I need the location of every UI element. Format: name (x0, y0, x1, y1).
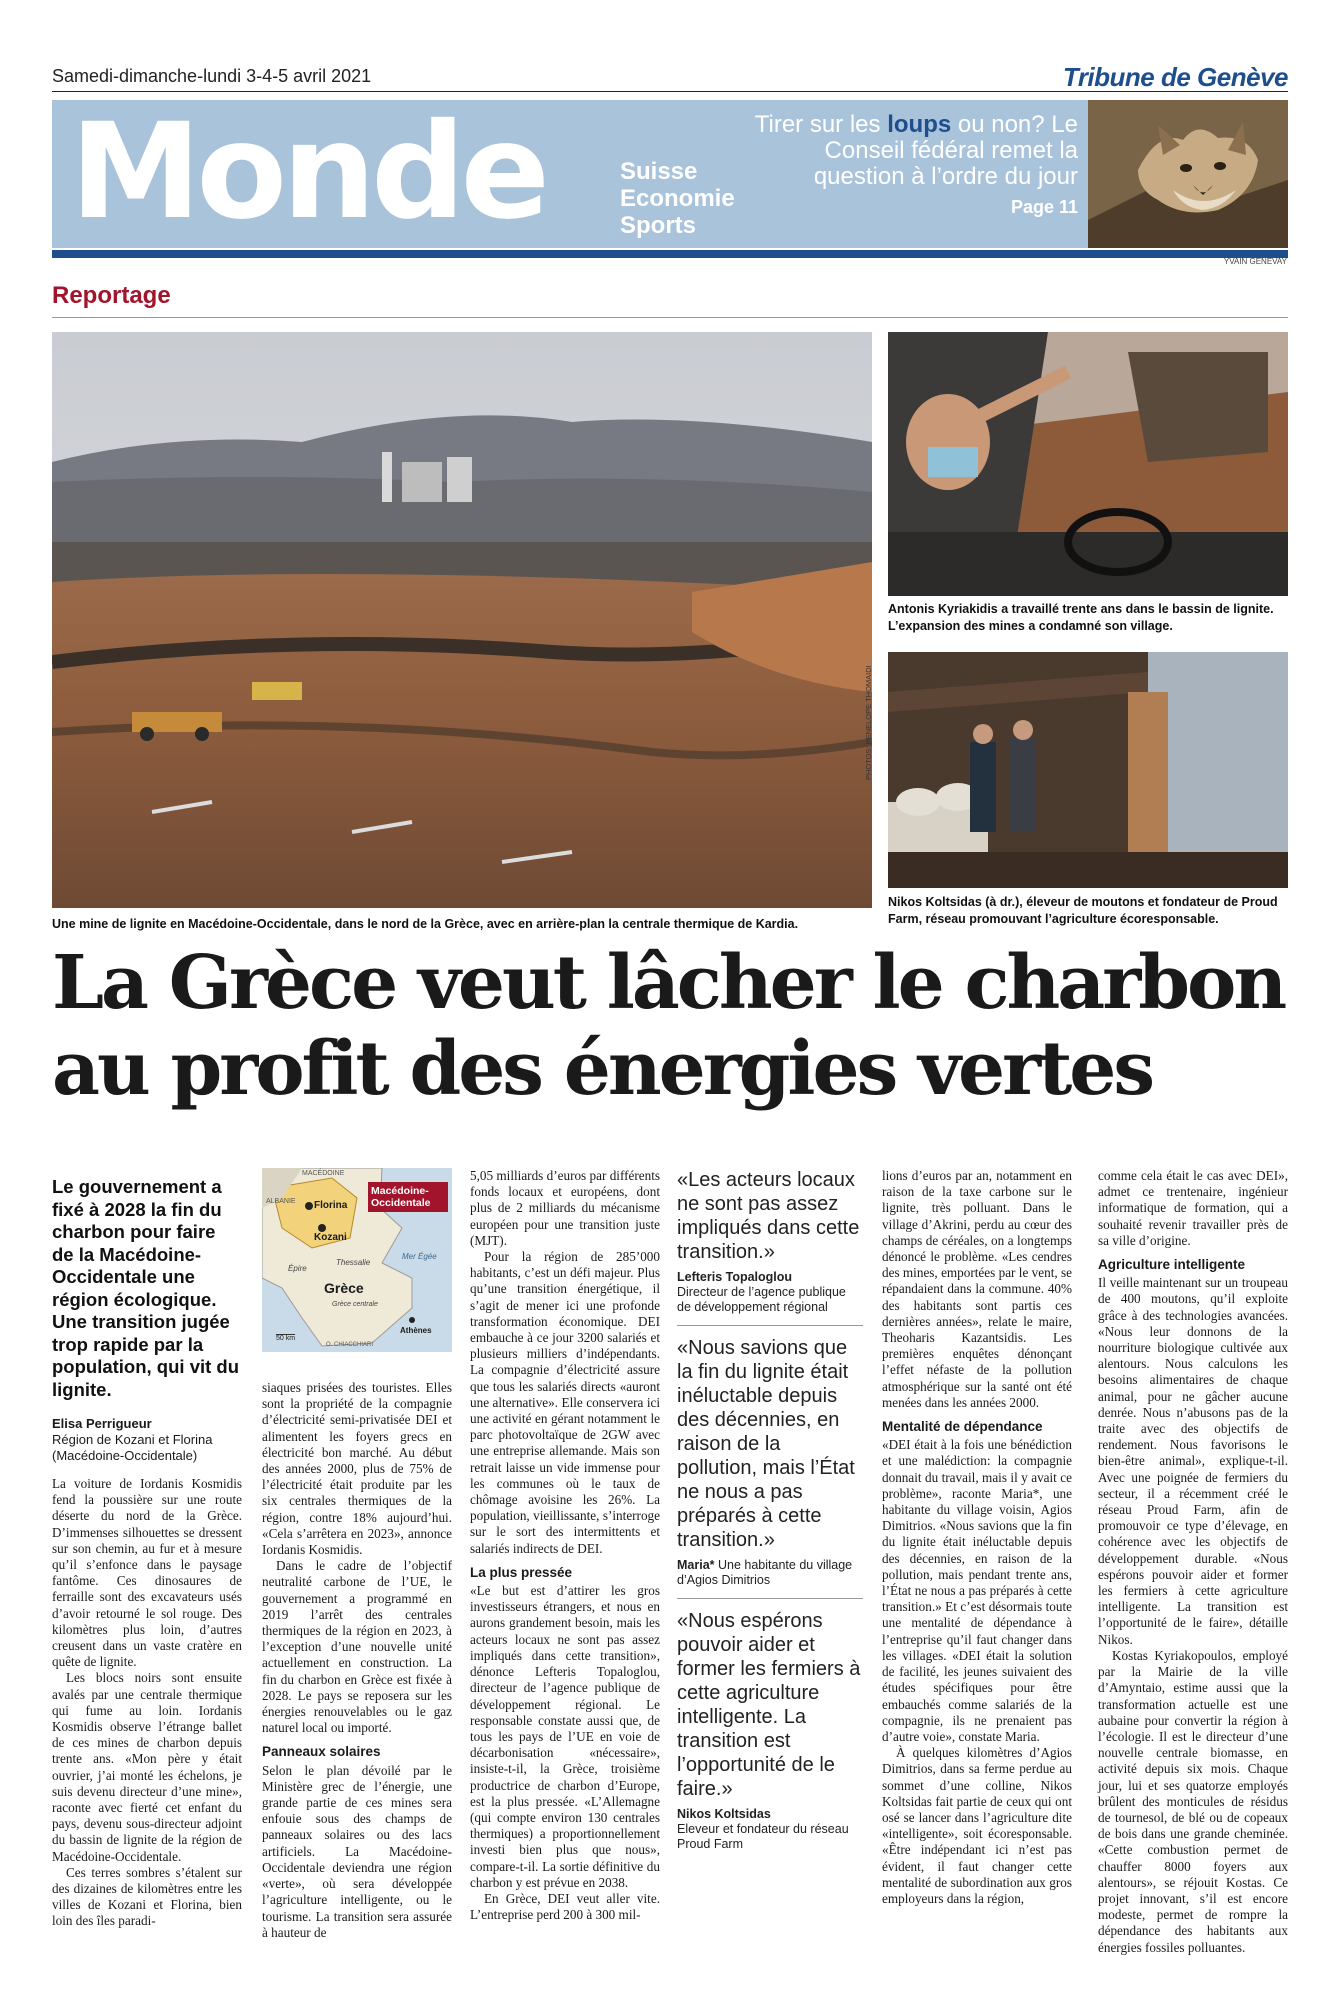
paragraph: lions d’euros par an, notamment en raison de la taxe carbone sur le lignite, très polluant. Dans le village d’Akrini, perdu au cœur des champs de céréales, on a longtemps dénoncé le problème. «Les cendres des mines, emportées par le vent, se répandaient dans la commune. 40% des habitants sont partis ces dernières années», relate le maire, Theoharis Kazantsidis. Les premières enquêtes dénonçant l’effet néfaste de la pollution atmosphérique sur la santé ont été menées dans les années 2000. (882, 1168, 1072, 1410)
quote-attribution (677, 1270, 863, 1315)
subhead-dependency: Mentalité de dépendance (882, 1419, 1043, 1435)
pull-quotes (677, 1168, 863, 1852)
author-location: Région de Kozani et Florina (Macédoine-Occidentale) (52, 1432, 213, 1463)
quote-role: Eleveur et fondateur du réseau Proud Farm (677, 1822, 849, 1851)
paragraph: «DEI était à la fois une bénédiction et une malédiction: la compagnie donnait du travail, mais il y avait ce problème», raconte Maria*, une habitante du village voisin, Agios Dimitrios. «Nous savions que la fin du lignite était inéluctable depuis des décennies, en raison de la pollution, mais pendant trente ans, l’État ne nous a pas préparés à cette transition.» Et c’est désormais toute une mentalité de dépendance à l’entreprise qu’il faut changer dans les villages. «DEI était la solution de facilité, les jeunes suivaient des études spécifiques pour être embauchés comme salariés de la compagnie, ils ne prenaient pas d’autre voie», constate Maria. (882, 1437, 1072, 1744)
article-headline (52, 940, 1292, 1112)
paragraph: «Le but est d’attirer les gros investisseurs étrangers, et nous en aurons grandement besoin, mais les acteurs locaux ne sont pas assez impliqués dans cette transition», dénonce Lefteris Topaloglou, directeur de l’agence publique de développement régional. Le responsable constate aussi que, de tous les pays de l’UE en voie de décarbonisation «nécessaire», insiste-t-il, la Grèce, troisième productrice de charbon d’Europe, est la plus pressée. «L’Allemagne (qui compte environ 130 centrales thermiques) a proportionnellement investi bien plus que nous», compare-t-il. La sortie définitive du charbon y est prévue en 2038. (470, 1583, 660, 1890)
headline-line-2: au profit des énergies vertes (52, 1026, 1153, 1112)
quote-author: Nikos Koltsidas (677, 1807, 771, 1821)
wolf-photo-credit: YVAIN GENEVAY (1223, 257, 1287, 266)
paragraph: Ces terres sombres s’étalent sur des dizaines de kilomètres entre les villes de Kozani et Florina, bien loin des îles paradi- (52, 1864, 242, 1929)
paragraph: Il veille maintenant sur un troupeau de 400 moutons, qu’il exploite grâce à des technologies avancées. «Nous leur donnons de la nourriture biologique cultivée aux alentours. Nous calculons les besoins alimentaires de chaque animal, pour ne gâcher aucune denrée. Nous n’abusons pas de la traite avec des objectifs de rendement. Nous favorisons le bien-être animal», explique-t-il. Avec une poignée de fermiers du secteur, il a récemment créé le réseau Proud Farm, afin de promouvoir ce type d’élevage, en cohérence avec les objectifs de développement durable. «Nous espérons pouvoir aider et former les fermiers à cette agriculture intelligente. La transition est l’opportunité de le faire», détaille Nikos. (1098, 1275, 1288, 1647)
issue-date: Samedi-dimanche-lundi 3-4-5 avril 2021 (52, 66, 372, 86)
quote-author: Maria* (677, 1558, 715, 1572)
paragraph: comme cela était le cas avec DEI», admet ce trentenaire, ingénieur informatique de formation, qui a souhaité revenir travailler près de sa ville d’origine. (1098, 1168, 1288, 1248)
article-lead: Le gouvernement a fixé à 2028 la fin du charbon pour faire de la Macédoine-Occidentale une région écologique. Une transition jugée trop rapide par la population, qui vit du lignite. (52, 1176, 240, 1400)
map-credit: O. CHIACCHIARI (326, 1342, 374, 1348)
map-label-sea: Mer Égée (402, 1252, 437, 1261)
nav-item-suisse[interactable]: Suisse (620, 158, 698, 185)
paragraph: Les blocs noirs sont ensuite avalés par une centrale thermique qui fume au loin. Iordanis Kosmidis observe l’étrange ballet de ces mines de charbon depuis trente ans. «Mon père y était ouvrier, j’ai monté les échelons, je suis devenu directeur d’une mine», raconte avec fierté cet enfant du pays, devenu sous-directeur adjoint du bassin de lignite de la région de Macédoine-Occidentale. (52, 1670, 242, 1864)
teaser-text-bold: loups (887, 111, 952, 138)
sheep-farm-photo (888, 652, 1288, 888)
section-banner (52, 95, 1288, 249)
subhead-solar-panels: Panneaux solaires (262, 1744, 381, 1760)
wolf-photo (1088, 100, 1288, 248)
map-label-florina: Florina (314, 1200, 348, 1211)
paragraph: Kostas Kyriakopoulos, employé par la Mairie de la ville d’Amyntaio, estime aussi que la transformation actuelle est une aubaine pour convertir la région à l’écologie. Il est le directeur d’une nouvelle centrale biomasse, en activité depuis six mois. Chaque jour, lui et ses quatorze employés brûlent des monticules de résidus de tournesol, de blé ou de copeaux de bois dans une grande cheminée. «Cette combustion permet de chauffer 8000 foyers aux alentours», se réjouit Kostas. Ce projet innovant, s’il est encore modeste, permet de rompre la dépendance des habitants aux énergies fossiles polluantes. (1098, 1647, 1288, 1955)
map-label-kozani: Kozani (314, 1232, 347, 1243)
pull-quote: «Nous espérons pouvoir aider et former les fermiers à cette agriculture intelligente. La transition est l’opportunité de le faire.» (677, 1610, 861, 1800)
quote-attribution (677, 1807, 863, 1852)
section-title: Monde (70, 95, 546, 249)
newspaper-logo: Tribune de Genève (1062, 62, 1288, 92)
masthead (52, 62, 1288, 92)
main-photo-caption: Une mine de lignite en Macédoine-Occidentale, dans le nord de la Grèce, avec en arrière-plan la centrale thermique de Kardia. (52, 917, 799, 931)
quote-divider (677, 1598, 863, 1599)
quote-author: Lefteris Topaloglou (677, 1270, 793, 1284)
teaser[interactable] (748, 112, 1078, 220)
section-nav (620, 158, 735, 239)
paragraph: 5,05 milliards d’euros par différents fonds locaux et européens, dont plus de 2 milliards du mécanisme européen pour une transition juste (MJT). (470, 1168, 660, 1248)
teaser-text-post: ou non? Le Conseil fédéral remet la question à l’ordre du jour (813, 111, 1078, 190)
map-label-macedoine: MACÉDOINE (302, 1170, 345, 1177)
paragraph: En Grèce, DEI veut aller vite. L’entreprise perd 200 à 300 mil- (470, 1890, 660, 1923)
quote-attribution (677, 1558, 863, 1588)
paragraph: Selon le plan dévoilé par le Ministère grec de l’énergie, une grande partie de ces mines sera enfouie sous des champs de panneaux solaires ou des lacs artificiels. La Macédoine-Occidentale deviendra une région «verte», où sera développée l’agriculture intelligente, ou le tourisme. La transition sera assurée à hauteur de (262, 1762, 452, 1940)
map-label-thessalie: Thessalie (336, 1258, 371, 1267)
quote-role: Une habitante du village d’Agios Dimitrios (677, 1558, 853, 1587)
body-column-5 (882, 1168, 1072, 1907)
miner-photo-caption: Antonis Kyriakidis a travaillé trente ans dans le bassin de lignite. L’expansion des mines a condamné son village. (888, 602, 1274, 633)
map-label-central: Grèce centrale (332, 1301, 378, 1308)
quote-role: Directeur de l’agence publique de développement régional (677, 1285, 846, 1314)
map-region-label: Macédoine-Occidentale (368, 1182, 448, 1212)
body-column-3 (470, 1168, 660, 1923)
teaser-page: Page 11 (1010, 197, 1078, 217)
map-label-albanie: ALBANIE (266, 1198, 296, 1205)
banner-divider (52, 250, 1288, 258)
paragraph: Pour la région de 285’000 habitants, c’est un défi majeur. Plus qu’une transition énergétique, il s’agit de mener ici une profonde transformation économique. DEI embauche à ce jour 3200 salariés et plusieurs milliers d’indépendants. La compagnie d’électricité assure que tous les salariés directs «auront une alternative». Elle conservera ici une activité en gérant notamment le parc photovoltaïque de 2GW avec une entreprise allemande. Mais son retrait laisse un vide immense pour les communes où le taux de chômage avoisine les 26%. La population, vieillissante, s’interroge sur le sort des intermittents et salariés indirects de DEI. (470, 1249, 660, 1556)
body-column-2 (262, 1380, 452, 1941)
pull-quote: «Nous savions que la fin du lignite était inéluctable depuis des décennies, en raison de la pollution, mais l’État ne nous a pas préparés à cette transition.» (677, 1337, 855, 1551)
nav-item-sports[interactable]: Sports (620, 212, 697, 239)
body-column-1 (52, 1476, 242, 1930)
region-map (262, 1168, 452, 1352)
map-label-athens: Athènes (400, 1326, 432, 1335)
subhead-smart-agriculture: Agriculture intelligente (1098, 1257, 1246, 1273)
paragraph: siaques prisées des touristes. Elles sont la propriété de la compagnie d’électricité semi-privatisée DEI et alimentent les foyers grecs en électricité bon marché. Au début des années 2000, plus de 75% de l’électricité était produite par les six centrales thermiques de la région, contre 18% aujourd’hui. «Cela s’arrêtera en 2023», annonce Iordanis Kosmidis. (262, 1380, 452, 1558)
lignite-mine-photo (52, 332, 872, 908)
paragraph: La voiture de Iordanis Kosmidis fend la poussière sur une route déserte du nord de la Grèce. D’immenses silhouettes se dressent sur son chemin, au fur et à mesure qu’il s’enfonce dans le paysage fantôme. Ces dinosaures de ferraille sont des excavateurs usés d’avoir retourné le sol rouge. Des kilomètres plus loin, d’autres creusent dans un vaste cratère en quête de lignite. (52, 1476, 242, 1670)
byline (52, 1416, 242, 1464)
photo-credit: PHOTOS: PENELOPE THOMAIDI (864, 665, 873, 780)
paragraph: Dans le cadre de l’objectif neutralité carbone de l’UE, le gouvernement a programmé en 2019 l’arrêt des centrales thermiques de la région en 2023, à l’exception d’une nouvelle unité actuellement en construction. La fin du charbon en Grèce est fixée à 2028. Le pays se reposera sur les énergies renouvelables ou le gaz naturel local ou importé. (262, 1558, 452, 1736)
subhead-fastest: La plus pressée (470, 1564, 573, 1580)
map-label-country: Grèce (324, 1280, 364, 1296)
rubric (52, 282, 1288, 318)
miner-truck-photo (888, 332, 1288, 596)
paragraph: À quelques kilomètres d’Agios Dimitrios, dans sa ferme perdue au sommet d’une colline, Nikos Koltsidas fait partie de ceux qui ont osé se lancer dans l’agriculture dite «intelligente», soit écoresponsable. «Être indépendant ici n’est pas évident, il faut changer cette mentalité de subordination aux gros employeurs dans la région, (882, 1745, 1072, 1906)
teaser-text-pre: Tirer sur les (754, 111, 888, 138)
author-name: Elisa Perrigueur (52, 1416, 152, 1431)
farm-photo-caption: Nikos Koltsidas (à dr.), éleveur de moutons et fondateur de Proud Farm, réseau promouvant l’agriculture écoresponsable. (888, 895, 1278, 926)
body-column-6 (1098, 1168, 1288, 1956)
quote-divider (677, 1325, 863, 1326)
headline-line-1: La Grèce veut lâcher le charbon (52, 940, 1285, 1026)
nav-item-economie[interactable]: Economie (620, 185, 735, 212)
rubric-label: Reportage (52, 282, 171, 309)
map-label-epire: Épire (288, 1264, 307, 1273)
map-scale: 50 km (276, 1335, 296, 1342)
pull-quote: «Les acteurs locaux ne sont pas assez impliqués dans cette transition.» (677, 1169, 860, 1263)
